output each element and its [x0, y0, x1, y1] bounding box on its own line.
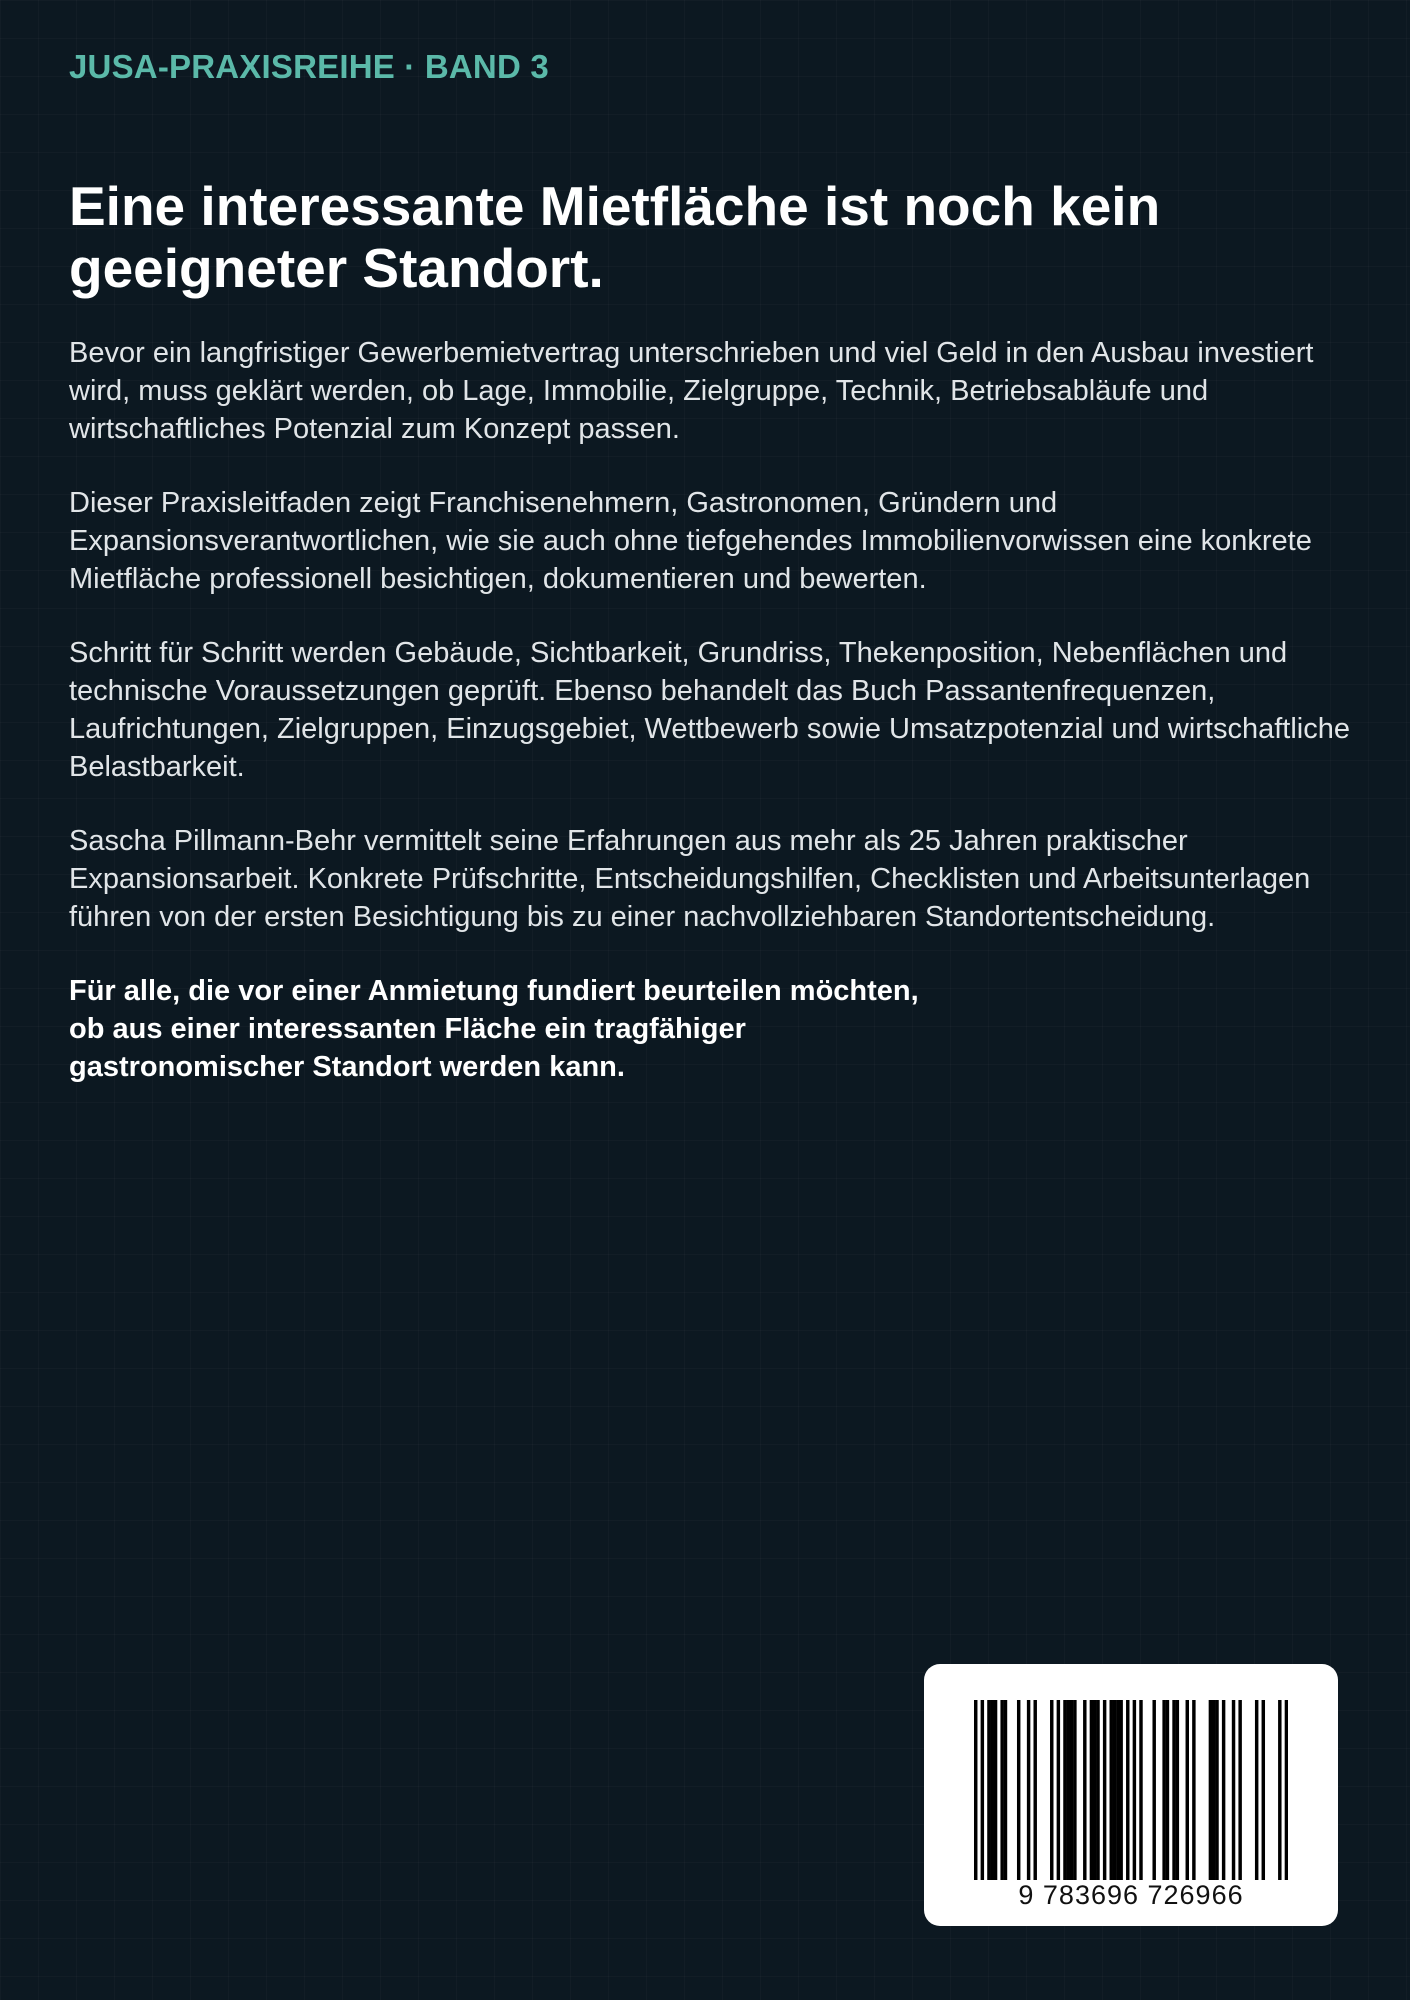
barcode-bar — [1172, 1700, 1175, 1880]
barcode-bar — [1067, 1700, 1070, 1880]
barcode-bar — [1215, 1700, 1218, 1880]
barcode-bar — [1090, 1700, 1093, 1880]
barcode-bar — [1116, 1700, 1119, 1880]
barcode-bar — [1119, 1700, 1122, 1880]
barcode-bar — [1033, 1700, 1036, 1880]
barcode-bar — [1212, 1700, 1215, 1880]
barcode-bar — [1093, 1700, 1096, 1880]
barcode-bar — [1186, 1700, 1189, 1880]
blurb-paragraph-3: Schritt für Schritt werden Gebäude, Sichtbarkeit, Grundriss, Thekenposition, Nebenflächen und technische Voraussetzungen geprüft. Ebenso behandelt das Buch Passantenfrequenzen, Laufrichtungen, Zielgruppen, Einzugsgebiet, Wettbewerb sowie Umsatzpotenzial und wirtschaftliche Belastbarkeit. — [69, 637, 1350, 783]
barcode-bar — [1278, 1700, 1281, 1880]
barcode-bar — [1083, 1700, 1086, 1880]
barcode-bar — [1222, 1700, 1225, 1880]
barcode-bar — [1017, 1700, 1020, 1880]
barcode-bar — [1232, 1700, 1235, 1880]
blurb-paragraph-4: Sascha Pillmann-Behr vermittelt seine Erfahrungen aus mehr als 25 Jahren praktischer Expansionsarbeit. Konkrete Prüfschritte, Entscheidungshilfen, Checklisten und Arbeitsunterlagen führen von der ersten Besichtigung bis zu einer nachvollziehbaren Standortentscheidung. — [69, 825, 1311, 933]
closing-line-1: Für alle, die vor einer Anmietung fundiert beurteilen möchten, — [69, 975, 919, 1007]
barcode-bar — [974, 1700, 977, 1880]
closing-line-3: gastronomischer Standort werden kann. — [69, 1051, 625, 1083]
barcode-bar — [1166, 1700, 1169, 1880]
barcode-bar — [1050, 1700, 1053, 1880]
barcode-bar — [1255, 1700, 1258, 1880]
closing-line-2: ob aus einer interessanten Fläche ein tragfähiger — [69, 1013, 746, 1045]
barcode-bar — [1126, 1700, 1129, 1880]
barcode-bar — [1004, 1700, 1007, 1880]
barcode-bar — [1238, 1700, 1241, 1880]
barcode-bar — [991, 1700, 994, 1880]
barcode-bar — [994, 1700, 997, 1880]
blurb-paragraph-1: Bevor ein langfristiger Gewerbemietvertrag unterschrieben und viel Geld in den Ausbau investiert wird, muss geklärt werden, ob Lage, Immobilie, Zielgruppe, Technik, Betriebsabläufe und wirtschaftliches Potenzial zum Konzept passen. — [69, 337, 1314, 445]
barcode-bar — [1176, 1700, 1179, 1880]
barcode-graphic — [974, 1700, 1288, 1880]
barcode-bar — [1285, 1700, 1288, 1880]
barcode-bar — [1000, 1700, 1003, 1880]
barcode-bar — [1113, 1700, 1116, 1880]
barcode-bar — [1209, 1700, 1212, 1880]
isbn-number: 9 783696 726966 — [1018, 1880, 1244, 1910]
barcode-bar — [1096, 1700, 1099, 1880]
barcode-bar — [1139, 1700, 1142, 1880]
isbn-barcode-panel — [924, 1664, 1338, 1926]
barcode-bar — [1133, 1700, 1136, 1880]
barcode-bar — [1192, 1700, 1195, 1880]
barcode-bar — [1103, 1700, 1106, 1880]
barcode-bar — [1073, 1700, 1076, 1880]
barcode-bar — [987, 1700, 990, 1880]
series-label: JUSA-PRAXISREIHE · BAND 3 — [69, 48, 549, 85]
barcode-bar — [1110, 1700, 1113, 1880]
barcode-bar — [1027, 1700, 1030, 1880]
blurb — [69, 334, 1359, 1122]
headline-line-2: geeigneter Standort. — [69, 237, 604, 299]
headline-line-1: Eine interessante Mietfläche ist noch kein — [69, 175, 1161, 237]
barcode-bar — [1057, 1700, 1060, 1880]
barcode-bar — [1070, 1700, 1073, 1880]
barcode-bar — [981, 1700, 984, 1880]
headline — [69, 175, 1329, 299]
barcode-bar — [1262, 1700, 1265, 1880]
blurb-paragraph-2: Dieser Praxisleitfaden zeigt Franchisenehmern, Gastronomen, Gründern und Expansionsverantwortlichen, wie sie auch ohne tiefgehendes Immobilienvorwissen eine konkrete Mietfläche professionell besichtigen, dokumentieren und bewerten. — [69, 487, 1312, 595]
barcode-bar — [1162, 1700, 1165, 1880]
barcode-bar — [1063, 1700, 1066, 1880]
barcode-bar — [1152, 1700, 1155, 1880]
closing-statement — [69, 972, 1359, 1086]
